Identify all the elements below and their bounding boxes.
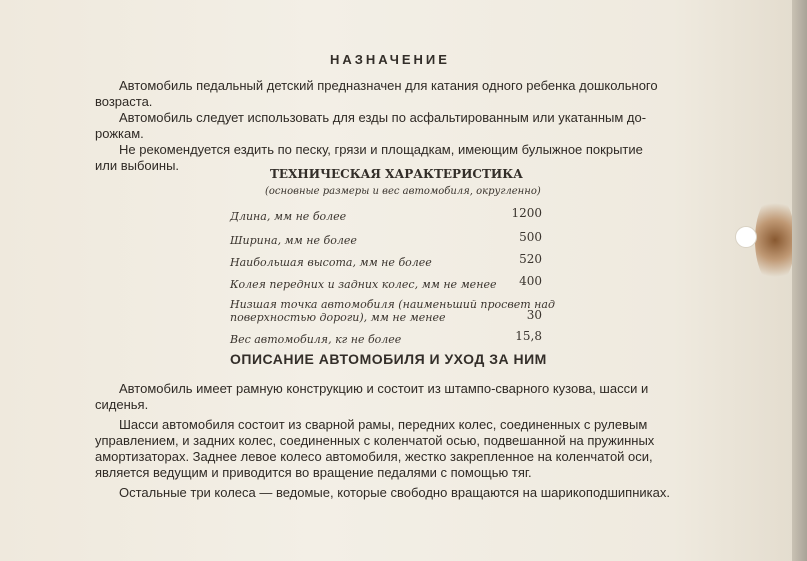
spec-row-value: 400 [519, 274, 542, 288]
text-line: Шасси автомобиля состоит из сварной рамы, передних колес, соединенных с рулевым [119, 417, 648, 432]
text-line: Автомобиль педальный детский предназначен для катания одного ребенка дошкольного [119, 78, 658, 93]
text-line: управлением, и задних колес, соединенных с коленчатой осью, подвешанной на пружинных [95, 433, 655, 448]
binder-hole [735, 226, 757, 248]
spec-row-label: Колея передних и задних колес, мм не менее [230, 278, 497, 291]
description-paragraph-3 [95, 485, 735, 501]
spec-row-label: Вес автомобиля, кг не более [230, 333, 402, 346]
description-paragraph-1 [95, 381, 735, 413]
description-paragraph-2 [95, 417, 755, 481]
specs-subtitle: (основные размеры и вес автомобиля, округленно) [265, 186, 541, 197]
spec-row-label: поверхностью дороги), мм не менее [230, 311, 446, 324]
spec-row-value: 1200 [511, 206, 542, 220]
specs-heading: ТЕХНИЧЕСКАЯ ХАРАКТЕРИСТИКА [270, 167, 523, 181]
spec-row-label: Наибольшая высота, мм не более [230, 256, 432, 269]
text-line: является ведущим и приводится во вращение педалями с помощью тяг. [95, 465, 532, 480]
spec-row-value: 520 [519, 252, 542, 266]
rust-stain [755, 195, 795, 285]
page-edge-shadow [792, 0, 807, 561]
text-line: рожкам. [95, 126, 144, 141]
text-line: Не рекомендуется ездить по песку, грязи и площадкам, имеющим булыжное покрытие [119, 142, 643, 157]
text-line: Автомобиль имеет рамную конструкцию и состоит из штампо-сварного кузова, шасси и [119, 381, 649, 396]
purpose-paragraph-2 [95, 110, 735, 142]
spec-row-label: Низшая точка автомобиля (наименьший просвет над [230, 298, 555, 311]
purpose-heading: НАЗНАЧЕНИЕ [330, 52, 450, 67]
purpose-paragraph-1 [95, 78, 735, 110]
text-line: Остальные три колеса — ведомые, которые свободно вращаются на шарикоподшипниках. [119, 485, 670, 500]
text-line: Автомобиль следует использовать для езды по асфальтированным или укатанным до- [119, 110, 647, 125]
spec-row-value: 30 [526, 308, 542, 322]
spec-row-value: 500 [519, 230, 542, 244]
text-line: амортизаторах. Заднее левое колесо автомобиля, жестко закрепленное на коленчатой оси, [95, 449, 653, 464]
text-line: сиденья. [95, 397, 149, 412]
text-line: или выбоины. [95, 158, 180, 173]
description-heading: ОПИСАНИЕ АВТОМОБИЛЯ И УХОД ЗА НИМ [230, 351, 547, 367]
spec-row-value: 15,8 [515, 329, 542, 343]
spec-row-label: Ширина, мм не более [230, 234, 357, 247]
text-line: возраста. [95, 94, 153, 109]
spec-row-label: Длина, мм не более [230, 210, 347, 223]
